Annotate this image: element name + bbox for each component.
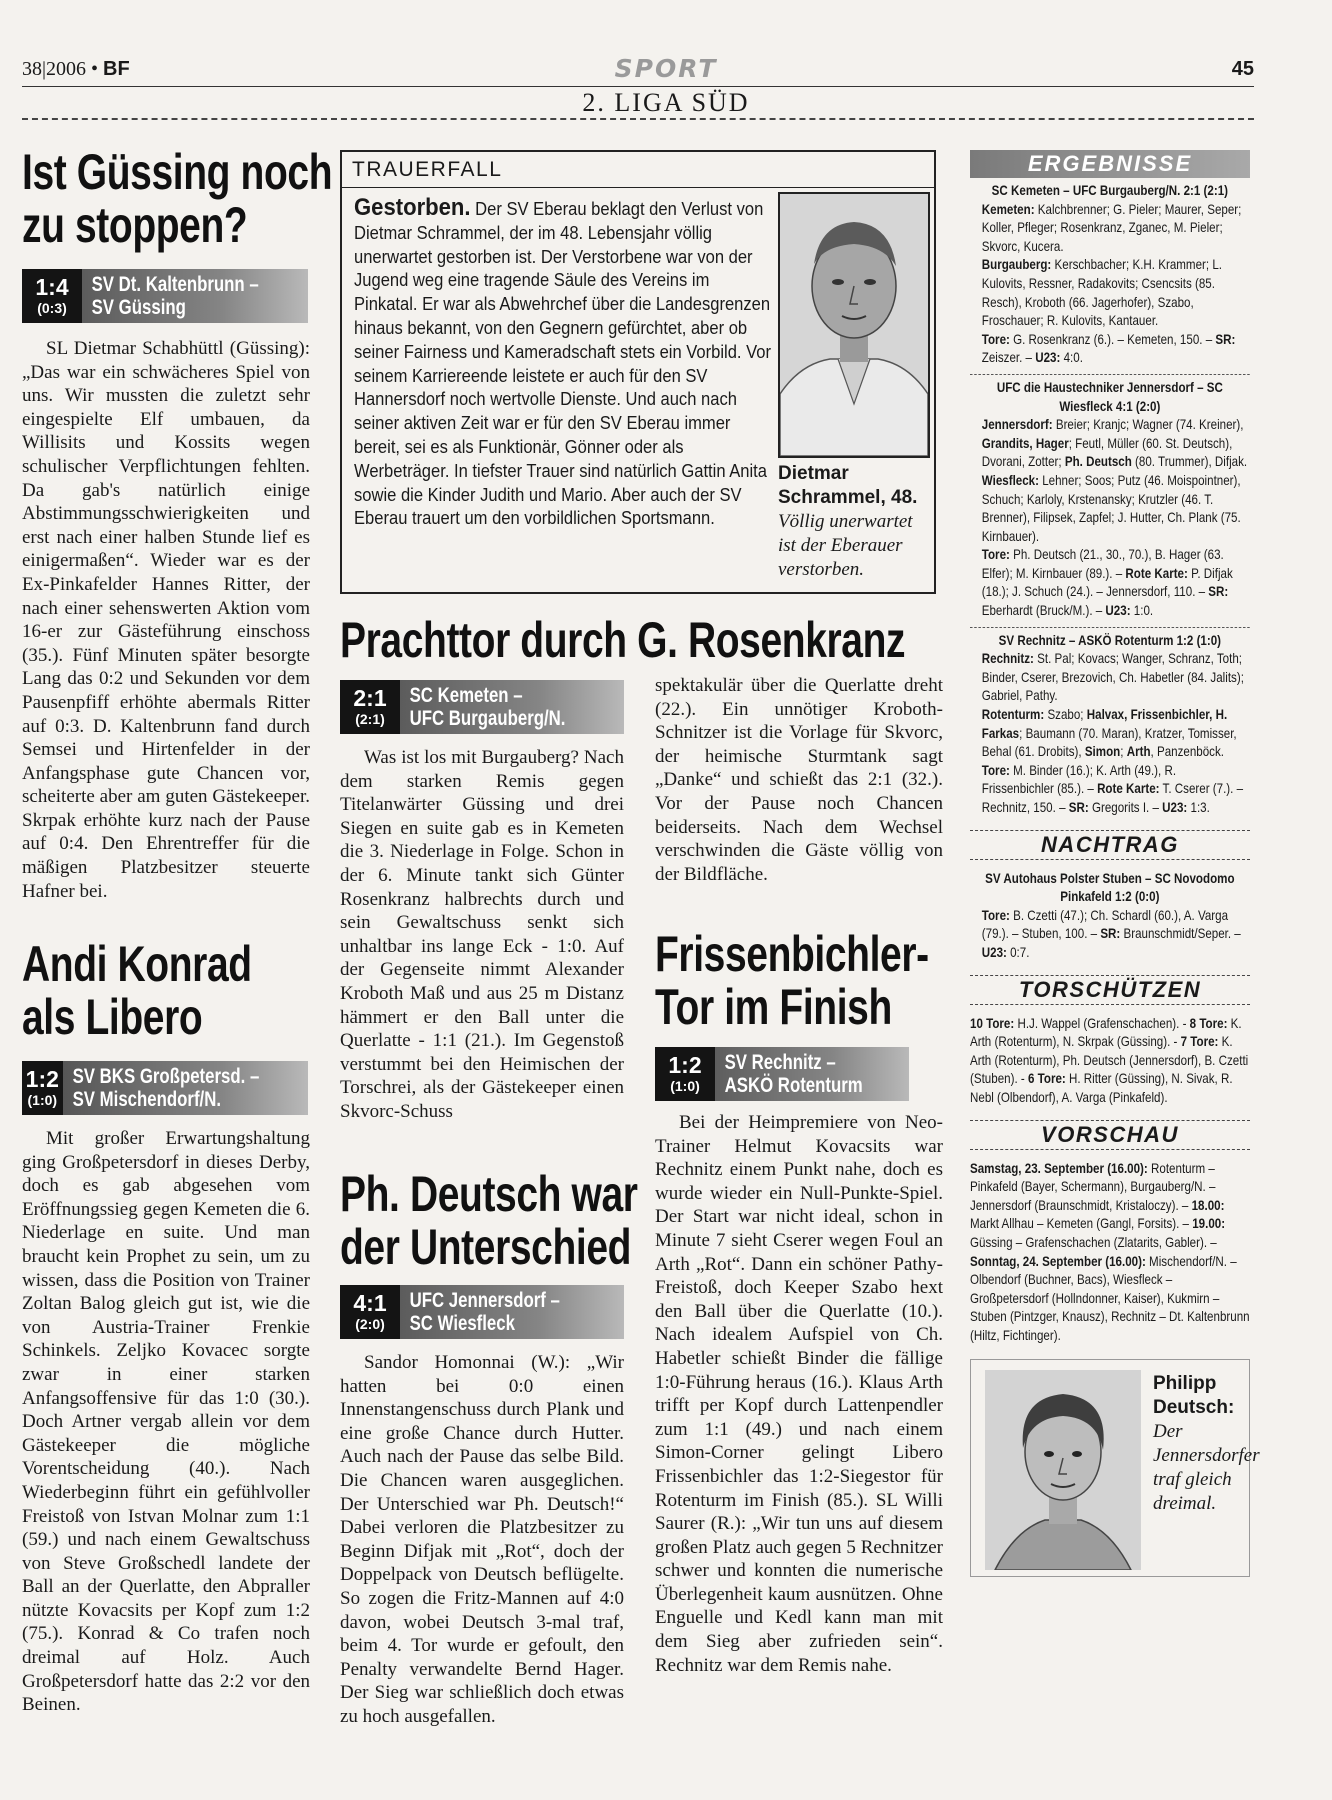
article-frissenbichler bbox=[655, 928, 945, 1677]
headline-deutsch: Ph. Deutsch war der Unterschied bbox=[340, 1166, 638, 1275]
halftime-score: (1:0) bbox=[670, 1078, 700, 1094]
halftime-score: (2:1) bbox=[355, 711, 385, 727]
section-title: SPORT bbox=[614, 54, 718, 83]
league-title: 2. LIGA SÜD bbox=[582, 88, 750, 117]
sidebar-results bbox=[970, 150, 1260, 1577]
issue-number: 38|2006 • bbox=[22, 58, 99, 80]
score: 4:1 bbox=[353, 1290, 387, 1316]
article-body: SL Dietmar Schabhüttl (Güssing): „Das war ein schwächeres Spiel von uns. Wir mussten die zuletzt sehr eingespielte Elf umbauen, da Willisits und Kossits wegen schulischer Verpflichtungen fehlten. Da gab's natürlich einige Abstimmungsschwierigkeiten und erst nach einer halben Stunde lief es einigermaßen“. Wieder war es der Ex-Pinkafelder Hannes Ritter, der nach einer sehenswerten Aktion vom 16-er zur Gästeführung einschoss (35.). Fünf Minuten später besorgte Lang das 0:2 und Sekunden vor dem Pausenpfiff erhöhte abermals Ritter auf 0:3. D. Kaltenbrunn fand durch Semsei und Hirtenfelder in der Anfangsphase gute Chancen vor, scheiterte aber am guten Gästekeeper. Skrpak erhöhte kurz nach der Pause auf 0:4. Den Ehrentreffer für die mäßigen Platzbesitzer steuerte Hafner bei. bbox=[22, 338, 310, 902]
page-number: 45 bbox=[1231, 58, 1254, 80]
article-rosenkranz bbox=[340, 614, 940, 667]
result-rechnitz-rotenturm: SV Rechnitz – ASKÖ Rotenturm 1:2 (1:0) Rechnitz: St. Pal; Kovacs; Wanger, Schranz, Toth; Binder, Cserer, Brezovich, Ch. Habetler (84. Jalits); Gabriel, Pathy. Rotenturm: Szabo; Halvax, Frissenbichler, H. Farkas; Baumann (70. Maran), Kratzer, Tomisser, Behal (61. Drobits), Simon; Arth, Panzenböck. Tore: M. Binder (16.); K. Arth (49.), R. Frissenbichler (85.). – Rote Karte: T. Cserer (7.). – Rechnitz, 150. – SR: Gregorits I. – U23: 1:3. bbox=[981, 632, 1244, 815]
article-rosenkranz-col1 bbox=[340, 680, 624, 1124]
away-team: SV Mischendorf/N. bbox=[72, 1088, 221, 1111]
score-box-grosspetersdorf-mischendorf bbox=[22, 1061, 308, 1115]
article-body: Mit großer Erwartungshaltung ging Großpetersdorf in dieses Derby, doch es gab abgesehen vom Eröffnungssieg gegen Kemeten die 6. Niederlage en suite. Und man braucht kein Prophet zu sein, um zu wissen, dass die Position von Trainer Zoltan Balog gleich gut ist, wie die von Austria-Trainer Frenkie Schinkels. Zeljko Kovacec sorgte zwar in einer starken Anfangsoffensive für das 1:0 (30.). Doch Artner vergab allein vor dem Gästekeeper die mögliche Vorentscheidung (40.). Nach Wiederbeginn führt ein gefühlvoller Freistoß von Istvan Molnar zum 1:1 (59.) und nach einem Gewaltschuss von Steve Großschedl landete der Ball an der Querlatte, den Abpraller nützte Kovacsits per Kopf zum 1:2 (75.). Konrad & Co trafen noch dreimal auf Holz. Auch Großpetersdorf hatte das 2:2 vor den Beinen. bbox=[22, 1128, 310, 1716]
photo-caption-schrammel bbox=[778, 462, 928, 582]
portrait-illustration bbox=[780, 194, 928, 456]
header-dashed-rule bbox=[22, 118, 1254, 120]
photo-caption-deutsch bbox=[1153, 1372, 1260, 1516]
trauerfall-lead: Gestorben. bbox=[354, 194, 471, 221]
trauerfall-label: TRAUERFALL bbox=[352, 158, 503, 181]
headline-frissenbichler: Frissenbichler- Tor im Finish bbox=[655, 926, 929, 1035]
match-title: SV Rechnitz – ASKÖ Rotenturm 1:2 (1:0) bbox=[998, 632, 1222, 648]
caption-name: Dietmar Schrammel, 48. bbox=[778, 463, 918, 508]
brand-logo: BF bbox=[103, 58, 130, 80]
article-deutsch bbox=[340, 1168, 640, 1729]
score-box-rechnitz-rotenturm bbox=[655, 1047, 909, 1101]
article-rosenkranz-col2 bbox=[655, 674, 943, 886]
header-rule bbox=[22, 86, 1254, 87]
photo-box-deutsch bbox=[970, 1359, 1260, 1577]
home-team: SV Dt. Kaltenbrunn – bbox=[91, 273, 259, 296]
photo-deutsch bbox=[985, 1370, 1141, 1570]
score-box-kemeten-burgauberg bbox=[340, 680, 624, 734]
trauerfall-rule bbox=[342, 187, 934, 188]
article-body-col2: spektakulär über die Querlatte dreht (22.). Ein unnötiger Kroboth-Schnitzer ist die Vorlage für Skvorc, der heimische Sturmtank sagt „Danke“ und schießt das 2:1 (32.). Vor der Pause noch Chancen beiderseits. Nach dem Wechsel verschwinden die Gäste völlig von der Bildfläche. bbox=[655, 675, 943, 885]
vorschau-title: VORSCHAU bbox=[970, 1120, 1250, 1150]
away-team: ASKÖ Rotenturm bbox=[724, 1074, 863, 1097]
vorschau-list: Samstag, 23. September (16.00): Rotenturm – Pinkafeld (Bayer, Schermann), Burgauberg/N. – Jennersdorf (Braunschmidt, Kristaloczy). – 18.00: Markt Allhau – Kemeten (Gangl, Forsits). – 19.00: Güssing – Grafenschachen (Zlatarits, Gabler). – Sonntag, 24. September (16.00): Mischendorf/N. – Olbendorf (Buchner, Bacs), Wiesfleck – Großpetersdorf (Hollndonner, Kaiser), Kukmirn – Stuben (Pintzger, Knausz), Rechnitz – Dt. Kaltenbrunn (Hiltz, Fichtinger). bbox=[970, 1160, 1250, 1343]
score: 2:1 bbox=[353, 685, 387, 711]
article-body-col1: Was ist los mit Burgauberg? Nach dem starken Remis gegen Titelanwärter Güssing und drei Siegen en suite gab es in Kemeten die 3. Niederlage in Folge. Schon in der 6. Minute tankt sich Günter Rosenkranz halbrechts durch und sein Gewaltschuss senkt sich unhaltbar ins lange Eck - 1:0. Auf der Gegenseite nimmt Alexander Kroboth Maß und aus 25 m Distanz hämmert er den Ball unter die Querlatte - 1:1 (21.). Im Gegenstoß verstummt bei den Heimischen der Torschrei, als der Gästekeeper einen Skvorc-Schuss bbox=[340, 747, 624, 1122]
result-jennersdorf-wiesfleck: UFC die Haustechniker Jennersdorf – SC Wiesfleck 4:1 (2:0) Jennersdorf: Breier; Kranjc; Wagner (74. Kreiner), Grandits, Hager; Feutl, Müller (60. St. Deutsch), Dvorani, Zotter; Ph. Deutsch (80. Trummer), Difjak. Wiesfleck: Lehner; Soos; Putz (46. Moispointner), Schuch; Karloly, Krstenansky; Krutzler (46. T. Brenner), Filipsek, Zapfel; J. Hutter, Ch. Plank (75. Kirnbauer). Tore: Ph. Deutsch (21., 30., 70.), B. Hager (63. Elfer); M. Kirnbauer (89.). – Rote Karte: P. Difjak (18.); J. Schuch (24.). – Jennersdorf, 110. – SR: Eberhardt (Bruck/M.). – U23: 1:0. bbox=[970, 375, 1250, 628]
portrait-illustration bbox=[985, 1370, 1141, 1570]
photo-schrammel bbox=[778, 192, 930, 458]
trauerfall-text: Gestorben. Der SV Eberau beklagt den Verlust von Dietmar Schrammel, der im 48. Lebensjahr völlig unerwartet gestorben ist. Der Verstorbene war von der Jugend weg eine tragende Säule des Vereins im Pinkatal. Er war als Abwehrchef über die Landesgrenzen hinaus bekannt, von den Gegnern gefürchtet, aber ob seiner Fairness und Kameradschaft stets ein Vorbild. Vor seinem Karriereende leistete er auch für den SV Hannersdorf noch wertvolle Dienste. Und auch nach seiner aktiven Zeit war er für den SV Eberau immer bereit, sei es als Funktionär, Gönner oder als Werbeträger. In tiefster Trauer sind natürlich Gattin Anita sowie die Kinder Judith und Mario. Aber auch der SV Eberau trauert um den vorbildlichen Sportsmann. bbox=[354, 194, 771, 529]
caption-note: Der Jennersdorfer traf gleich dreimal. bbox=[1153, 1421, 1260, 1515]
article-konrad bbox=[22, 938, 322, 1717]
nachtrag-title: NACHTRAG bbox=[970, 830, 1250, 860]
halftime-score: (2:0) bbox=[355, 1316, 385, 1332]
home-team: SV Rechnitz – bbox=[724, 1051, 836, 1074]
nachtrag-stuben-pinkafeld: SV Autohaus Polster Stuben – SC Novodomo Pinkafeld 1:2 (0:0) Tore: B. Czetti (47.); Ch. Schardl (60.), A. Varga (79.). – Stuben, 100. – SR: Braunschmidt/Seper. – U23: 0:7. bbox=[981, 870, 1241, 960]
trauerfall-box bbox=[340, 150, 936, 594]
headline-guessing: Ist Güssing noch zu stoppen? bbox=[22, 144, 333, 253]
home-team: SC Kemeten – bbox=[409, 684, 523, 707]
score: 1:2 bbox=[668, 1052, 702, 1078]
headline-rosenkranz: Prachttor durch G. Rosenkranz bbox=[340, 612, 906, 668]
caption-name: Philipp Deutsch: bbox=[1153, 1373, 1235, 1419]
score-box-jennersdorf-wiesfleck bbox=[340, 1285, 624, 1339]
torschuetzen-list: 10 Tore: H.J. Wappel (Grafenschachen). - 8 Tore: K. Arth (Rotenturm), N. Skrpak (Güssing). - 7 Tore: K. Arth (Rotenturm), Ph. Deutsch (Jennersdorf), B. Czetti (Stuben). - 6 Tore: H. Ritter (Güssing), N. Sivak, R. Nebl (Olbendorf), A. Varga (Pinkafeld). bbox=[970, 1015, 1249, 1105]
away-team: UFC Burgauberg/N. bbox=[409, 707, 566, 730]
home-team: UFC Jennersdorf – bbox=[409, 1289, 560, 1312]
headline-konrad: Andi Konrad als Libero bbox=[22, 936, 252, 1045]
article-body: Sandor Homonnai (W.): „Wir hatten bei 0:0 einen Innenstangenschuss durch Plank und eine große Chance durch Hutter. Auch nach der Pause das selbe Bild. Die Chancen waren ausgeglichen. Der Unterschied war Ph. Deutsch!“ Dabei verloren die Platzbesitzer zu Beginn Difjak mit „Rot“, doch der Doppelpack von Deutsch beflügelte. So zogen die Fritz-Mannen auf 4:0 davon, wobei Deutsch 3-mal traf, beim 4. Tor wurde er gefoult, den Penalty verwandelte Bernd Hager. Der Sieg war schließlich doch etwas zu hoch ausgefallen. bbox=[340, 1352, 624, 1727]
torschuetzen-title: TORSCHÜTZEN bbox=[970, 975, 1250, 1005]
score: 1:2 bbox=[25, 1066, 59, 1092]
match-title: SC Kemeten – UFC Burgauberg/N. 2:1 (2:1) bbox=[991, 183, 1229, 198]
caption-note: Völlig unerwartet ist der Eberauer verstorben. bbox=[778, 511, 913, 580]
halftime-score: (0:3) bbox=[37, 300, 67, 316]
article-guessing bbox=[22, 144, 333, 903]
halftime-score: (1:0) bbox=[27, 1092, 58, 1108]
results-title: ERGEBNISSE bbox=[970, 150, 1250, 178]
away-team: SC Wiesfleck bbox=[409, 1312, 515, 1335]
home-team: SV BKS Großpetersd. – bbox=[72, 1065, 259, 1088]
article-body: Bei der Heimpremiere von Neo-Trainer Helmut Kovacsits war Rechnitz einem Punkt nahe, doch es wurde wieder ein Null-Punkte-Spiel. Der Start war nicht ideal, schon in Minute 7 sieht Cserer wegen Foul an Arth „Rot“. Dann ein schöner Pathy-Freistoß, doch Keeper Szabo hext den Ball über die Querlatte (10.). Nach idealem Aufspiel von Ch. Habetler schießt Binder die fällige 1:0-Führung heraus (16.). Klaus Arth trifft per Kopf durch Lattenpendler zum 1:1 (49.) und nach einem Simon-Corner gelingt Libero Frissenbichler das 1:2-Siegestor für Rotenturm im Finish (85.). SL Willi Saurer (R.): „Wir tun uns auf diesem großen Platz auch gegen 5 Rechnitzer schwer und konnten die numerische Überlegenheit kaum ausnützen. Ohne Enguelle und Kedl kann man mit dem Sieg aber zufrieden sein“. Rechnitz war dem Remis nahe. bbox=[655, 1112, 943, 1676]
match-title: SV Autohaus Polster Stuben – SC Novodomo Pinkafeld 1:2 (0:0) bbox=[985, 870, 1235, 905]
score: 1:4 bbox=[35, 274, 69, 300]
result-kemeten-burgauberg: SC Kemeten – UFC Burgauberg/N. 2:1 (2:1) Kemeten: Kalchbrenner; G. Pieler; Maurer, Seper; Koller, Pfleger; Rosenkranz, Zganec, M. Pieler; Skvorc, Kucera. Burgauberg: Kerschbacher; K.H. Krammer; L. Kulovits, Ressner, Radakovits; Csencsits (85. Resch), Kroboth (66. Jagerhofer), Szabo, Froschauer; R. Kulovits, Kantauer. Tore: G. Rosenkranz (6.). – Kemeten, 150. – SR: Zeiszer. – U23: 4:0. bbox=[970, 178, 1250, 375]
away-team: SV Güssing bbox=[91, 296, 186, 319]
match-title: UFC die Haustechniker Jennersdorf – SC Wiesfleck 4:1 (2:0) bbox=[996, 379, 1223, 414]
score-box-kaltenbrunn-guessing bbox=[22, 269, 308, 323]
